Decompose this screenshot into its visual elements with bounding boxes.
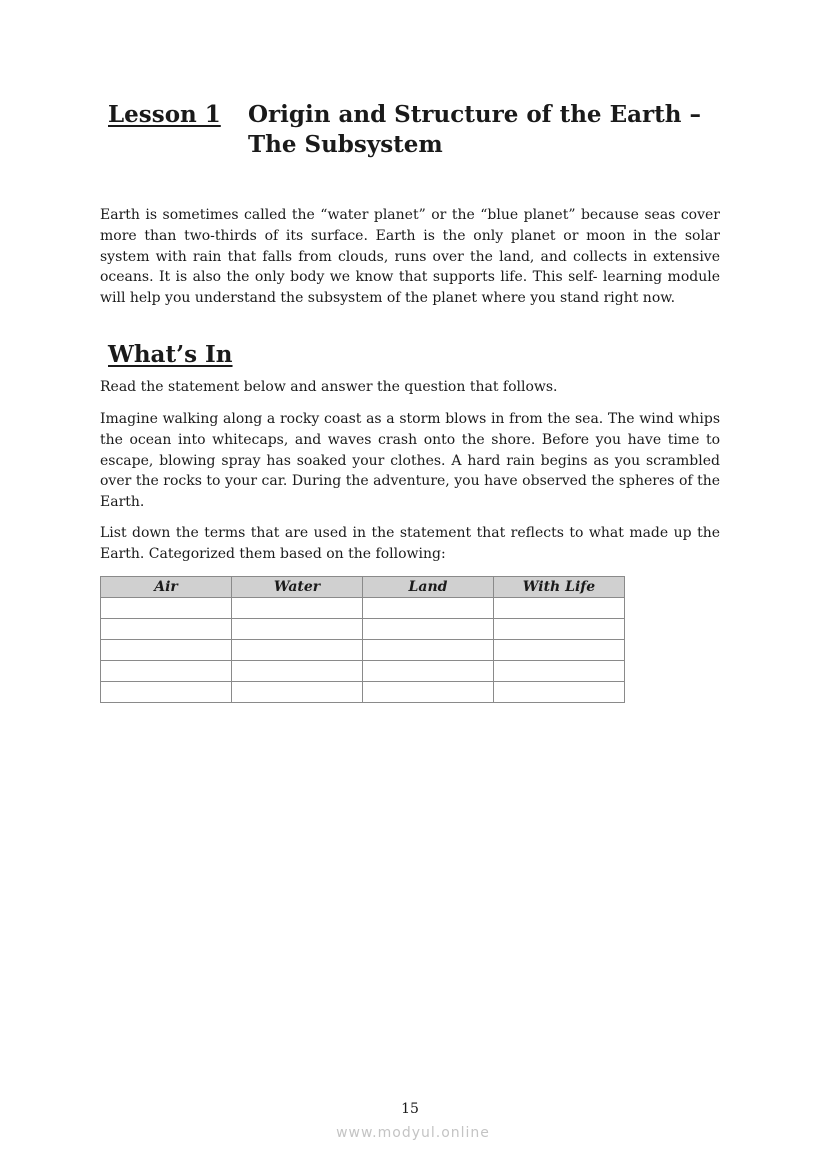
header-with-life: With Life: [494, 577, 625, 598]
table-cell: [494, 598, 625, 619]
lesson-title-line-2: The Subsystem: [248, 131, 443, 158]
table-header-row: [101, 577, 625, 598]
table-cell: [232, 640, 363, 661]
table-cell: [101, 598, 232, 619]
table-cell: [232, 598, 363, 619]
table-cell: [101, 682, 232, 703]
table-cell: [101, 640, 232, 661]
spheres-table: [100, 576, 625, 703]
instruction-paragraph: Read the statement below and answer the question that follows.: [100, 379, 558, 395]
table-cell: [494, 619, 625, 640]
table-row: [101, 661, 625, 682]
table-cell: [494, 661, 625, 682]
table-cell: [363, 661, 494, 682]
table-cell: [232, 661, 363, 682]
table-cell: [363, 619, 494, 640]
lesson-title-line-1: Origin and Structure of the Earth –: [248, 101, 701, 128]
page-number: 15: [401, 1101, 419, 1117]
table-row: [101, 640, 625, 661]
header-air: Air: [101, 577, 232, 598]
table-cell: [494, 682, 625, 703]
table-cell: [101, 619, 232, 640]
task-paragraph: List down the terms that are used in the statement that reflects to what made up the Earth. Categorized them based on the following:: [100, 525, 720, 562]
table-cell: [232, 619, 363, 640]
table-row: [101, 598, 625, 619]
lesson-title: [248, 100, 728, 160]
lesson-label: Lesson 1: [108, 101, 221, 128]
table-cell: [101, 661, 232, 682]
statement-paragraph: Imagine walking along a rocky coast as a storm blows in from the sea. The wind whips the ocean into whitecaps, and waves crash onto the shore. Before you have time to escape, blowing spray has soaked your clothes. A hard rain begins as you scrambled over the rocks to your car. During the adventure, you have observed the spheres of the Earth.: [100, 411, 720, 511]
whats-in-heading: What’s In: [108, 341, 233, 368]
lesson-heading: [108, 100, 728, 160]
table-cell: [363, 598, 494, 619]
intro-paragraph: Earth is sometimes called the “water planet” or the “blue planet” because seas cover more than two-thirds of its surface. Earth is the only planet or moon in the solar system with rain that falls from clouds, runs over the land, and collects in extensive oceans. It is also the only body we know that supports life. This self- learning module will help you understand the subsystem of the planet where you stand right now.: [100, 207, 720, 307]
table-row: [101, 682, 625, 703]
header-water: Water: [232, 577, 363, 598]
table-row: [101, 619, 625, 640]
table-cell: [232, 682, 363, 703]
table-cell: [494, 640, 625, 661]
header-land: Land: [363, 577, 494, 598]
watermark: www.modyul.online: [336, 1125, 490, 1141]
table-cell: [363, 640, 494, 661]
table-cell: [363, 682, 494, 703]
